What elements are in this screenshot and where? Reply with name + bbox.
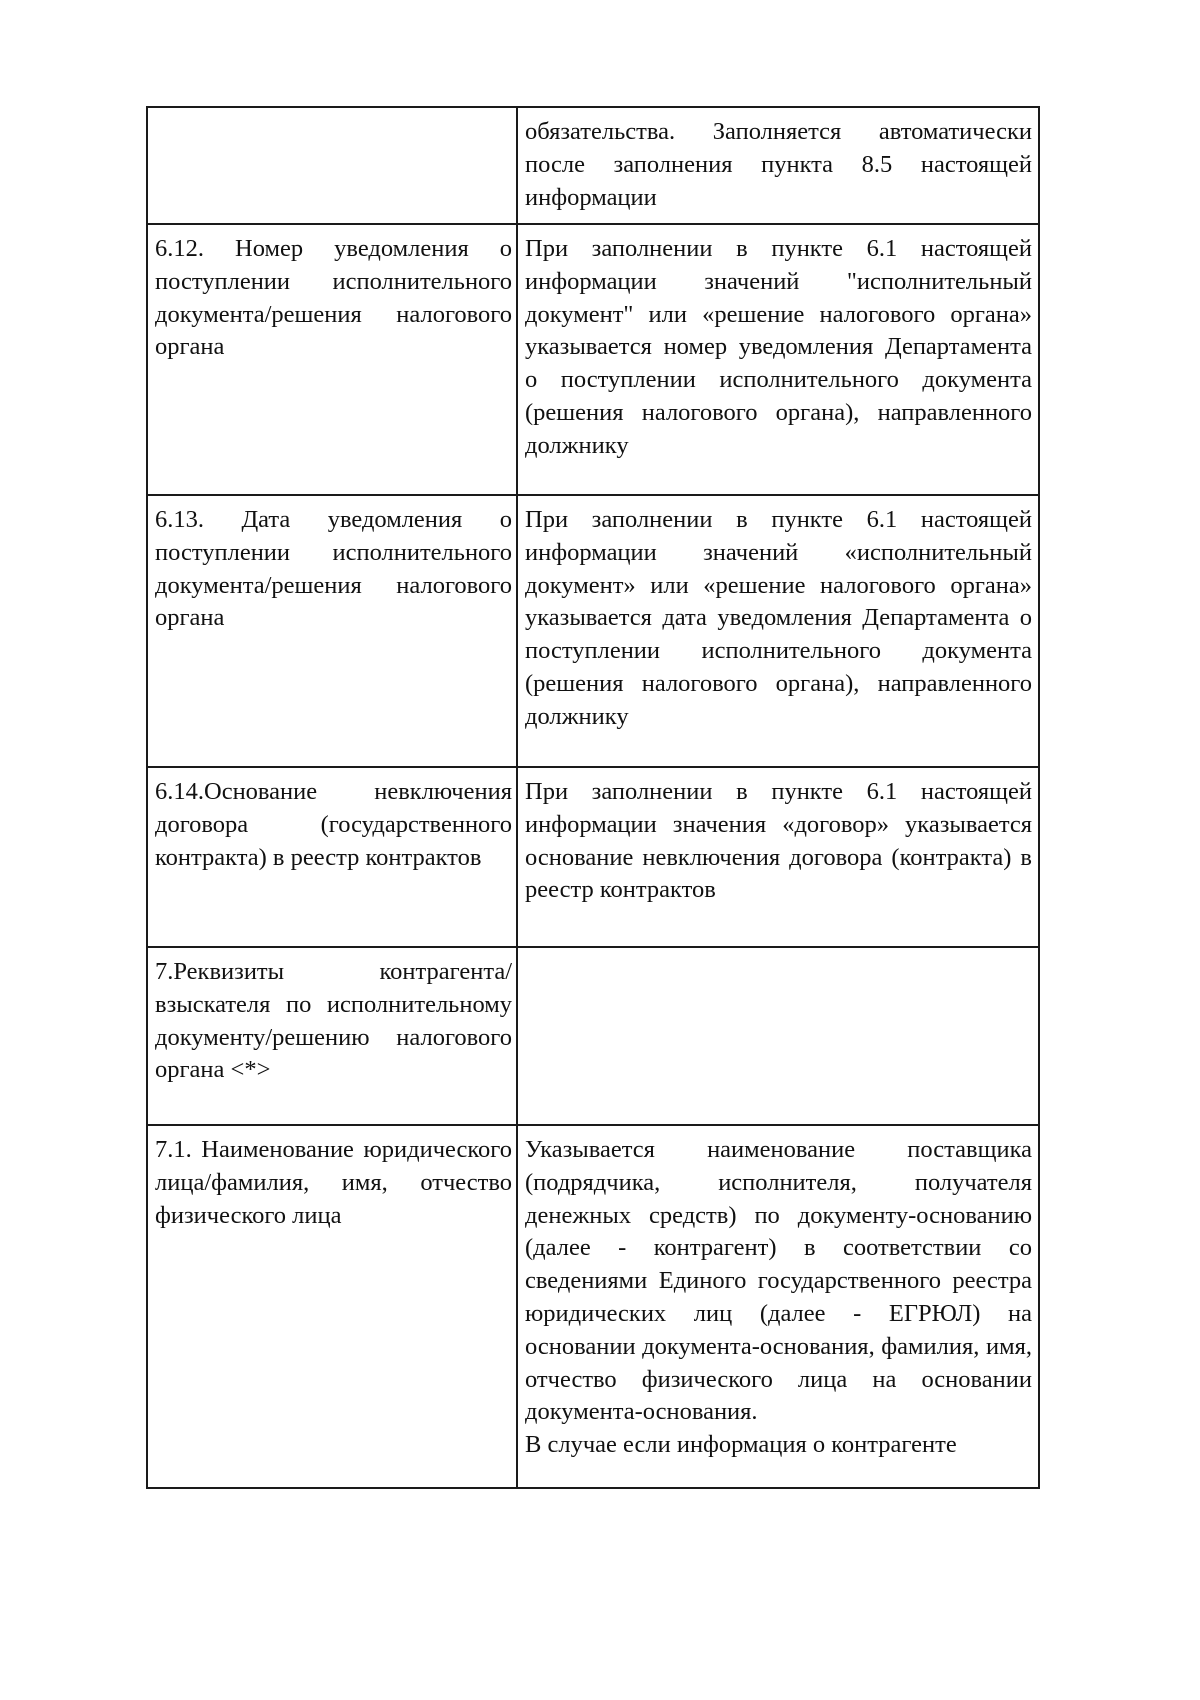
- field-description-cell: [517, 767, 1039, 947]
- description-text: При заполнении в пункте 6.1 настоящей информации значения «договор» указывается основание невключения договора (контракта) в реестр контрактов: [525, 778, 1032, 904]
- description-text: обязательства. Заполняется автоматически после заполнения пункта 8.5 настоящей информации: [525, 118, 1032, 211]
- field-name-text: 7.Реквизиты контрагента/взыскателя по исполнительному документу/решению налогового органа <*>: [155, 958, 512, 1084]
- table-row: [147, 1125, 1039, 1488]
- description-text: Указывается наименование поставщика (подрядчика, исполнителя, получателя денежных средств) по документу-основанию (далее - контрагент) в соответствии со сведениями Единого государственного реестра юридических лиц (далее - ЕГРЮЛ) на основании документа-основания, фамилия, имя, отчество физического лица на основании документа-основания.: [525, 1136, 1032, 1426]
- table-row: [147, 107, 1039, 224]
- field-name-text: 7.1. Наименование юридического лица/фамилия, имя, отчество физического лица: [155, 1136, 512, 1229]
- table-row: [147, 767, 1039, 947]
- field-name-cell: [147, 107, 517, 224]
- field-name-cell: [147, 495, 517, 767]
- field-description-cell: [517, 107, 1039, 224]
- field-name-cell: [147, 947, 517, 1125]
- table-row: [147, 947, 1039, 1125]
- field-name-cell: [147, 767, 517, 947]
- description-text-continued: В случае если информация о контрагенте: [525, 1431, 957, 1459]
- field-name-cell: [147, 224, 517, 495]
- field-name-text: 6.12. Номер уведомления о поступлении исполнительного документа/решения налогового органа: [155, 235, 512, 361]
- table-row: [147, 224, 1039, 495]
- field-description-cell: [517, 1125, 1039, 1488]
- table-row: [147, 495, 1039, 767]
- field-description-cell: [517, 495, 1039, 767]
- field-name-text: 6.13. Дата уведомления о поступлении исполнительного документа/решения налогового органа: [155, 506, 512, 632]
- description-text: При заполнении в пункте 6.1 настоящей информации значений «исполнительный документ» или «решение налогового органа» указывается дата уведомления Департамента о поступлении исполнительного документа (решения налогового органа), направленного должнику: [525, 506, 1032, 730]
- field-description-cell: [517, 224, 1039, 495]
- field-description-cell: [517, 947, 1039, 1125]
- field-name-cell: [147, 1125, 517, 1488]
- description-text: При заполнении в пункте 6.1 настоящей информации значений "исполнительный документ" или «решение налогового органа» указывается номер уведомления Департамента о поступлении исполнительного документа (решения налогового органа), направленного должнику: [525, 235, 1032, 459]
- requisites-table: [146, 106, 1040, 1489]
- field-name-text: 6.14.Основание невключения договора (государственного контракта) в реестр контрактов: [155, 778, 512, 871]
